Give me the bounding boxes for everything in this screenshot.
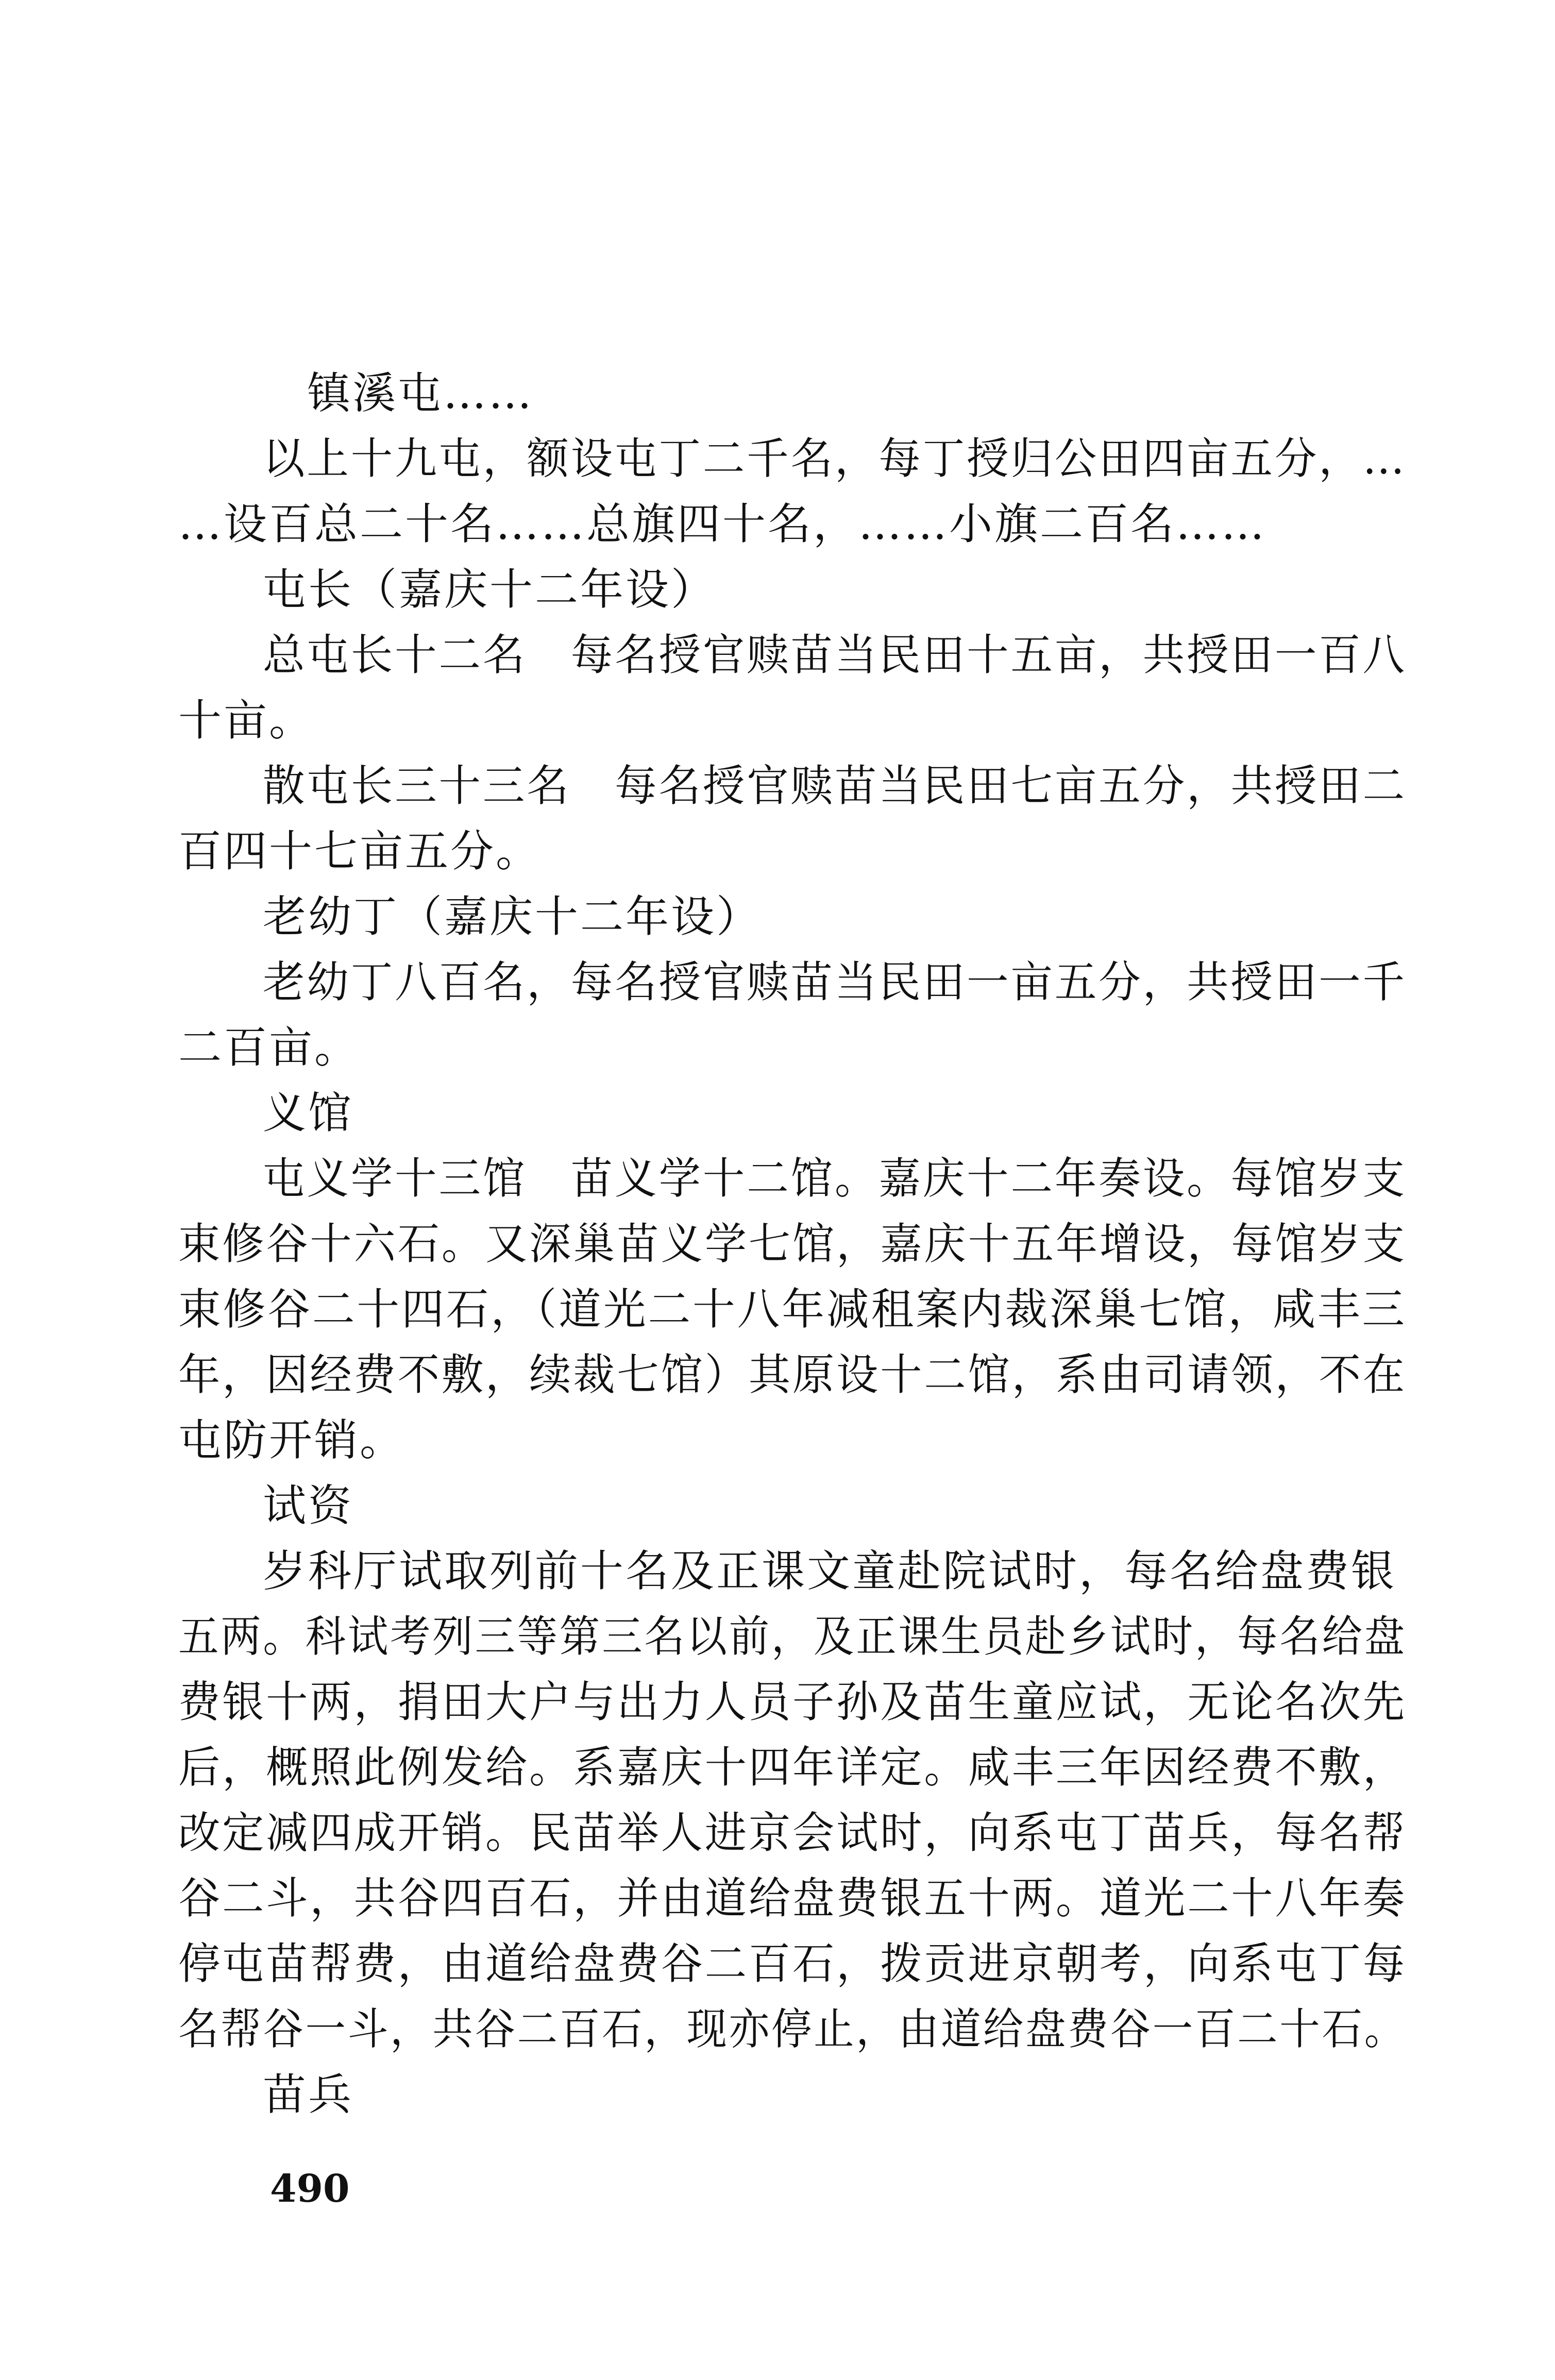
- text-line: 名帮谷一斗，共谷二百石，现亦停止，由道给盘费谷一百二十石。: [178, 2004, 1407, 2054]
- text-line: 散屯长三十三名 每名授官赎苗当民田七亩五分，共授田二: [263, 761, 1407, 811]
- text-line: 束修谷二十四石，（道光二十八年减租案内裁深巢七馆，咸丰三: [178, 1284, 1407, 1335]
- text-line: 老幼丁（嘉庆十二年设）: [263, 891, 762, 942]
- text-line: …设百总二十名……总旗四十名，……小旗二百名……: [178, 499, 1267, 549]
- text-line: 百四十七亩五分。: [178, 826, 542, 876]
- text-line: 后，概照此例发给。系嘉庆十四年详定。咸丰三年因经费不敷，: [178, 1742, 1407, 1793]
- page-number: 490: [270, 2167, 350, 2211]
- text-line: 二百亩。: [178, 1022, 360, 1073]
- text-line: 改定减四成开销。民苗举人进京会试时，向系屯丁苗兵，每名帮: [178, 1808, 1407, 1858]
- text-line: 老幼丁八百名，每名授官赎苗当民田一亩五分，共授田一千: [263, 957, 1407, 1007]
- text-line: 束修谷十六石。又深巢苗义学七馆，嘉庆十五年增设，每馆岁支: [178, 1219, 1407, 1269]
- text-line: 年，因经费不敷，续裁七馆）其原设十二馆，系由司请领，不在: [178, 1349, 1407, 1400]
- text-line: 停屯苗帮费，由道给盘费谷二百石，拨贡进京朝考，向系屯丁每: [178, 1938, 1407, 1989]
- text-line: 十亩。: [178, 695, 315, 746]
- section-heading: 苗兵: [263, 2069, 354, 2120]
- text-line: 屯防开销。: [178, 1415, 405, 1465]
- section-heading: 义馆: [263, 1088, 354, 1138]
- text-line: 谷二斗，共谷四百石，并由道给盘费银五十两。道光二十八年奏: [178, 1873, 1407, 1923]
- section-heading: 试资: [263, 1480, 354, 1531]
- text-line: 总屯长十二名 每名授官赎苗当民田十五亩，共授田一百八: [263, 630, 1407, 680]
- text-line: 五两。科试考列三等第三名以前，及正课生员赴乡试时，每名给盘: [178, 1611, 1407, 1662]
- text-line: 以上十九屯，额设屯丁二千名，每丁授归公田四亩五分，…: [263, 433, 1407, 484]
- text-line: 岁科厅试取列前十名及正课文童赴院试时，每名给盘费银: [263, 1546, 1397, 1596]
- text-line: 屯义学十三馆 苗义学十二馆。嘉庆十二年奏设。每馆岁支: [263, 1153, 1407, 1204]
- text-line: 镇溪屯……: [307, 368, 534, 418]
- text-line: 屯长（嘉庆十二年设）: [263, 564, 717, 615]
- text-line: 费银十两，捐田大户与出力人员子孙及苗生童应试，无论名次先: [178, 1677, 1407, 1727]
